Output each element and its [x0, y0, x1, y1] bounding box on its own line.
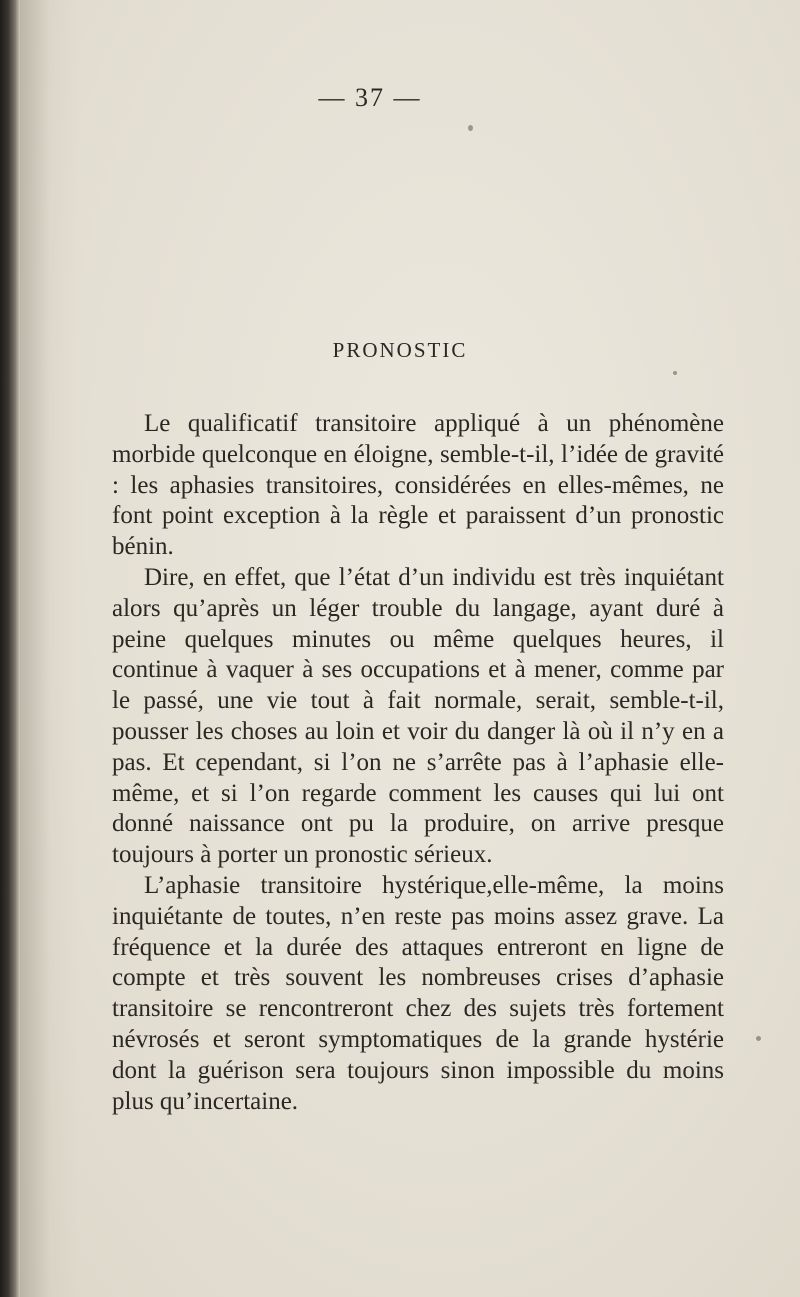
page-number: — 37 —: [318, 83, 422, 112]
gutter-shadow: [20, 0, 80, 1297]
paragraph: L’aphasie transitoire hystérique,elle-même, la moins inquiétante de toutes, n’en reste pas moins assez grave. La fréquence et la durée des attaques entreront en ligne de compte et très souvent les nombreuses crises d’aphasie transitoire se rencontreront chez des sujets très fortement névrosés et seront symptomatiques de la grande hystérie dont la guérison sera toujours sinon impossible du moins plus qu’incertaine.: [112, 871, 724, 1115]
paragraph: Le qualificatif transitoire appliqué à un phénomène morbide quelconque en éloigne, semble-t-il, l’idée de gravité : les aphasies transitoires, considérées en elles-mêmes, ne font point exception à la règle et paraissent d’un pronostic bénin.: [112, 410, 724, 561]
paragraph: Dire, en effet, que l’état d’un individu est très inquiétant alors qu’après un léger trouble du langage, ayant duré à peine quelques minutes ou même quelques heures, il continue à vaquer à ses occupations et à mener, comme par le passé, une vie tout à fait normale, serait, semble-t-il, pousser les choses au loin et voir du danger là où il n’y en a pas. Et cependant, si l’on ne s’arrête pas à l’aphasie elle-même, et si l’on regarde comment les causes qui lui ont donné naissance ont pu la produire, on arrive presque toujours à porter un pronostic sérieux.: [112, 563, 724, 869]
paper-speck: [756, 1036, 761, 1041]
book-binding-edge: [0, 0, 20, 1297]
section-heading: PRONOSTIC: [332, 338, 468, 362]
paper-speck: [468, 125, 473, 131]
body-text: [112, 409, 724, 1117]
paper-speck: [673, 371, 677, 375]
